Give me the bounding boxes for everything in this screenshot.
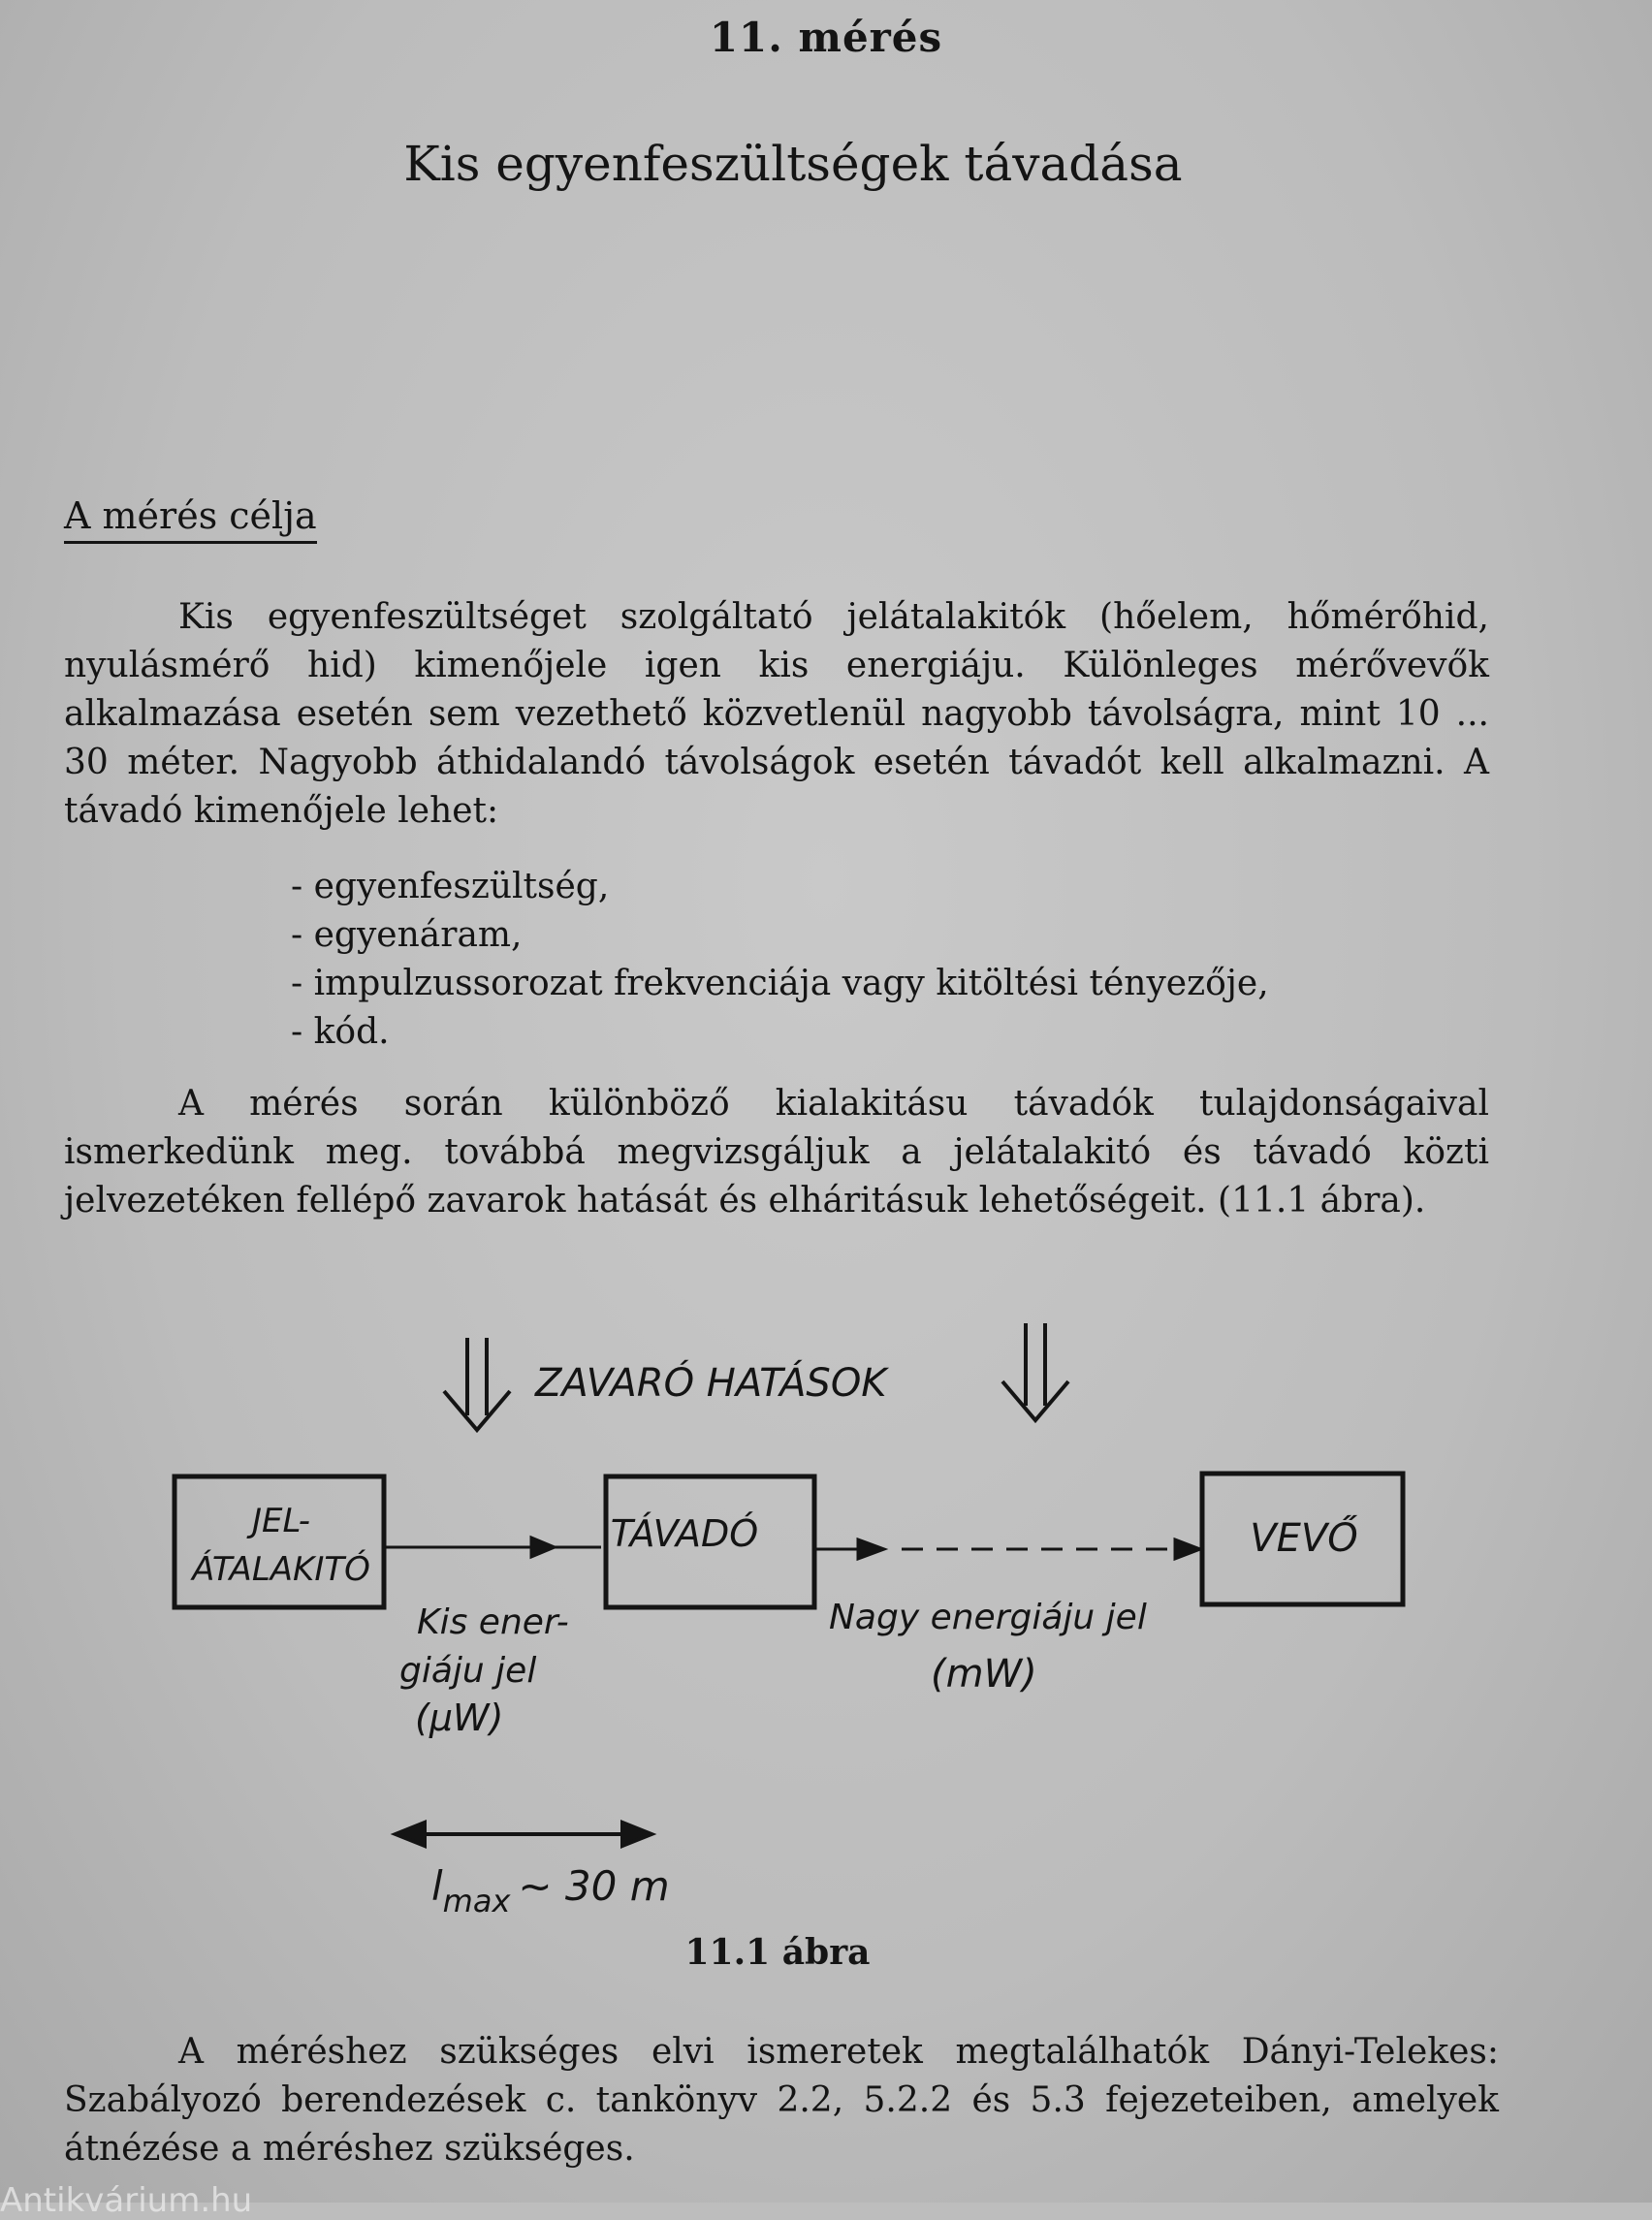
low-energy-unit: (μW) xyxy=(415,1697,504,1739)
middle-paragraph: A mérés során különböző kialakitásu távadók tulajdonságaival ismerkedünk meg. továbbá megvizsgáljuk a jelátalakitó és távadó közti jelvezetéken fellépő zavarok hatását és elháritásuk lehetőségeit. (11.1 ábra). xyxy=(64,1084,1489,1221)
figure-caption: 11.1 ábra xyxy=(684,1932,871,1973)
list-item: - egyenfeszültség, xyxy=(291,863,1269,911)
disturbance-arrow-right xyxy=(1002,1323,1068,1420)
closing-paragraph: A méréshez szükséges elvi ismeretek megtalálhatók Dányi-Telekes: Szabályozó berendezések c. tankönyv 2.2, 5.2.2 és 5.3 fejezeteiben, amelyek átnézése a méréshez szükséges. xyxy=(64,2032,1499,2169)
disturbance-arrow-left xyxy=(444,1338,510,1430)
list-item: - kód. xyxy=(291,1008,1269,1057)
low-energy-arrow xyxy=(386,1538,601,1557)
watermark: Antikvárium.hu xyxy=(0,2181,253,2220)
distance-label xyxy=(431,1862,670,1919)
list-item: - egyenáram, xyxy=(291,911,1269,960)
signal-converter-label-line1: JEL- xyxy=(251,1502,311,1540)
section-heading: A mérés célja xyxy=(64,494,317,544)
list-item: - impulzussorozat frekvenciája vagy kitöltési tényezője, xyxy=(291,960,1269,1008)
low-energy-label-line2: giáju jel xyxy=(399,1651,537,1691)
transmitter-label: TÁVADÓ xyxy=(610,1512,759,1555)
distance-arrow xyxy=(396,1823,651,1846)
intro-paragraph: Kis egyenfeszültséget szolgáltató jelátalakitók (hőelem, hőmérőhid, nyulásmérő hid) kimenőjele igen kis energiáju. Különleges mérővevők alkalmazása esetén sem vezethető közvetlenül nagyobb távolságra, mint 10 ... 30 méter. Nagyobb áthidalandó távolságok esetén távadót kell alkalmazni. A távadó kimenőjele lehet: xyxy=(64,597,1489,831)
signal-converter-label-line2: ÁTALAKITÓ xyxy=(192,1550,370,1589)
block-diagram xyxy=(0,1299,1652,1919)
disturbance-label: ZAVARÓ HATÁSOK xyxy=(535,1361,887,1406)
distance-symbol: l xyxy=(431,1862,443,1910)
low-energy-label-line1: Kis ener- xyxy=(417,1602,569,1642)
high-energy-arrow xyxy=(816,1539,1200,1559)
output-type-list xyxy=(291,863,1269,1057)
receiver-label: VEVŐ xyxy=(1250,1516,1358,1561)
distance-value: ~ 30 m xyxy=(518,1862,670,1910)
page-title: Kis egyenfeszültségek távadása xyxy=(403,136,1183,192)
high-energy-unit: (mW) xyxy=(931,1652,1037,1697)
high-energy-label: Nagy energiáju jel xyxy=(829,1598,1147,1637)
distance-subscript: max xyxy=(442,1883,511,1919)
chapter-number: 11. mérés xyxy=(709,14,943,61)
